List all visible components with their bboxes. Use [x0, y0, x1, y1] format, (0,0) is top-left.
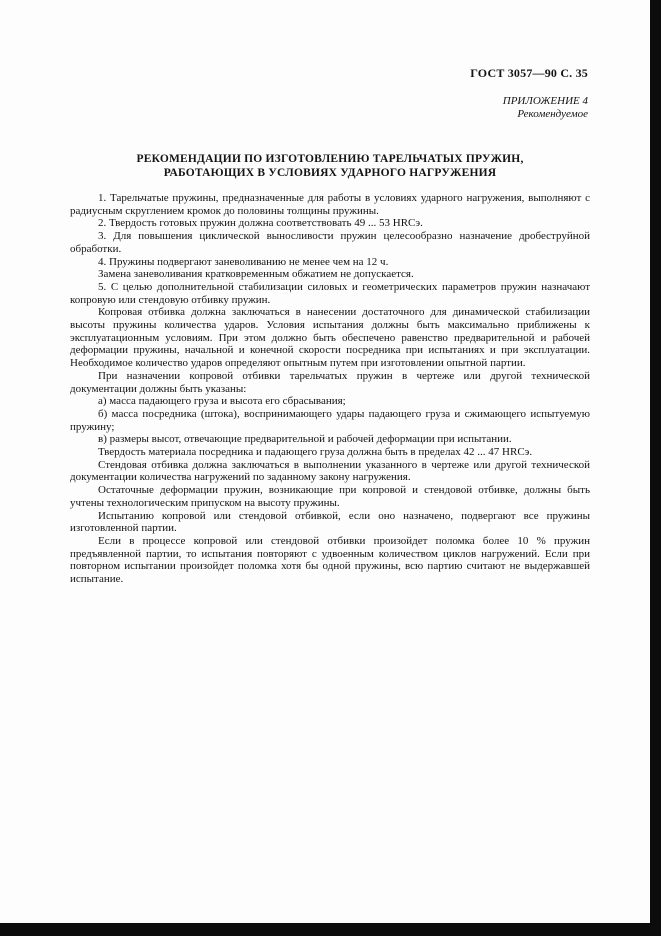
paragraph: Копровая отбивка должна заключаться в нанесении достаточного для динамической стабилизации высоты пружины количества ударов. Условия испытания должны быть максимально приближены к эксплуатационным условиям. При этом должно быть обеспечено равенство предварительной и рабочей деформации пружины, начальной и конечной скорости посредника при испытаниях и при эксплуатации. Необходимое количество ударов определяют опытным путем при изготовлении опытной партии.: [70, 306, 590, 370]
appendix-label: ПРИЛОЖЕНИЕ 4: [502, 95, 588, 107]
document-title-line1: РЕКОМЕНДАЦИИ ПО ИЗГОТОВЛЕНИЮ ТАРЕЛЬЧАТЫХ ПРУЖИН,: [136, 153, 524, 165]
paragraph: 3. Для повышения циклической выносливости пружин целесообразно назначение дробеструйной обработки.: [70, 230, 590, 255]
list-item-v: в) размеры высот, отвечающие предварительной и рабочей деформации при испытании.: [98, 433, 512, 446]
paragraph: Замена заневоливания кратковременным обжатием не допускается.: [98, 268, 414, 281]
scan-artifact-right-edge: [650, 0, 661, 936]
paragraph: Остаточные деформации пружин, возникающие при копровой и стендовой отбивке, должны быть учтены технологическим припуском на высоту пружины.: [70, 484, 590, 509]
paragraph: При назначении копровой отбивки тарельчатых пружин в чертеже или другой технической документации должны быть указаны:: [70, 369, 590, 395]
paragraph: Стендовая отбивка должна заключаться в выполнении указанного в чертеже или другой технической документации количества нагружений по заданному закону нагружения.: [70, 458, 590, 484]
paragraph: 1. Тарельчатые пружины, предназначенные для работы в условиях ударного нагружения, выполняют с радиусным скруглением кромок до половины толщины пружины.: [70, 192, 590, 217]
paragraph: Испытанию копровой или стендовой отбивкой, если оно назначено, подвергают все пружины изготовленной партии.: [70, 509, 590, 535]
list-item-b: б) масса посредника (штока), воспринимающего удары падающего груза и сжимающего испытуемую пружину;: [70, 407, 590, 433]
page-header: ГОСТ 3057—90 С. 35: [470, 66, 588, 80]
paragraph: 5. С целью дополнительной стабилизации силовых и геометрических параметров пружин назначают копровую или стендовую отбивку пружин.: [70, 280, 590, 306]
paragraph: 2. Твердость готовых пружин должна соответствовать 49 ... 53 HRCэ.: [98, 217, 423, 230]
document-title: [70, 152, 590, 180]
scan-artifact-bottom-edge: [0, 923, 661, 936]
list-item-a: а) масса падающего груза и высота его сбрасывания;: [98, 395, 346, 408]
paragraph: 4. Пружины подвергают заневоливанию не менее чем на 12 ч.: [98, 255, 389, 268]
paragraph: Если в процессе копровой или стендовой отбивки произойдет поломка более 10 % пружин предъявленной партии, то испытания повторяют с удвоенным количеством циклов нагружений. Если при повторном испытании произойдет поломка хотя бы одной пружины, всю партию считают не выдержавшей испытание.: [70, 534, 590, 586]
paragraph: Твердость материала посредника и падающего груза должна быть в пределах 42 ... 47 HRCэ.: [98, 446, 533, 459]
appendix-note: Рекомендуемое: [517, 107, 588, 120]
document-body: [70, 192, 590, 586]
appendix-block: [503, 95, 588, 120]
document-title-line2: РАБОТАЮЩИХ В УСЛОВИЯХ УДАРНОГО НАГРУЖЕНИЯ: [163, 167, 497, 179]
